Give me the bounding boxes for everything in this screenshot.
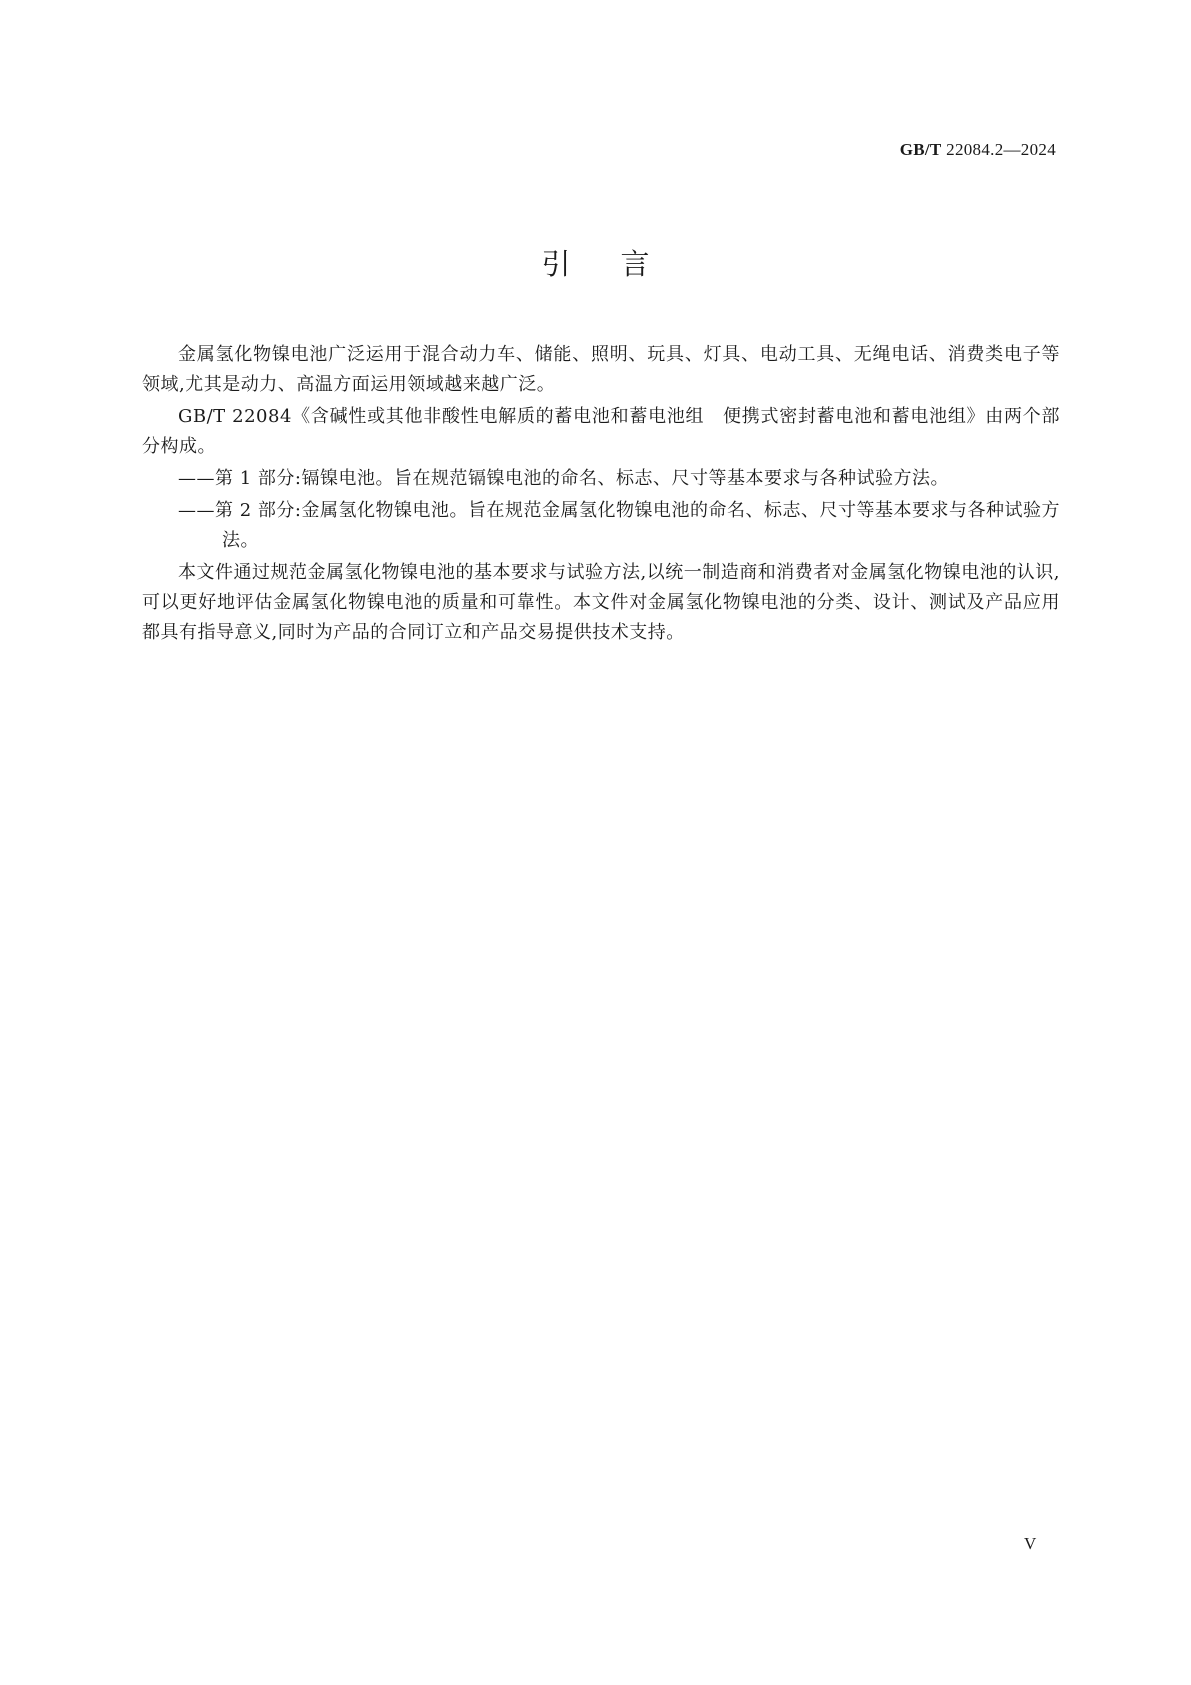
standard-prefix: GB/T: [899, 140, 942, 159]
standard-code: [900, 140, 1056, 160]
document-body: [142, 340, 1060, 650]
standard-number: 22084.2—2024: [946, 140, 1056, 159]
intro-paragraph-1: 金属氢化物镍电池广泛运用于混合动力车、储能、照明、玩具、灯具、电动工具、无绳电话、消费类电子等领域,尤其是动力、高温方面运用领域越来越广泛。: [142, 344, 1060, 395]
closing-paragraph: 本文件通过规范金属氢化物镍电池的基本要求与试验方法,以统一制造商和消费者对金属氢化物镍电池的认识,可以更好地评估金属氢化物镍电池的质量和可靠性。本文件对金属氢化物镍电池的分类、设计、测试及产品应用都具有指导意义,同时为产品的合同订立和产品交易提供技术支持。: [142, 562, 1060, 643]
page-title: 引言: [541, 247, 700, 281]
intro-paragraph-2: GB/T 22084《含碱性或其他非酸性电解质的蓄电池和蓄电池组 便携式密封蓄电池和蓄电池组》由两个部分构成。: [142, 406, 1060, 457]
part-item-1: ——第 1 部分:镉镍电池。旨在规范镉镍电池的命名、标志、尺寸等基本要求与各种试验方法。: [178, 468, 949, 489]
page-number: V: [1024, 1534, 1037, 1553]
part-item-2: ——第 2 部分:金属氢化物镍电池。旨在规范金属氢化物镍电池的命名、标志、尺寸等基本要求与各种试验方法。: [178, 500, 1060, 551]
